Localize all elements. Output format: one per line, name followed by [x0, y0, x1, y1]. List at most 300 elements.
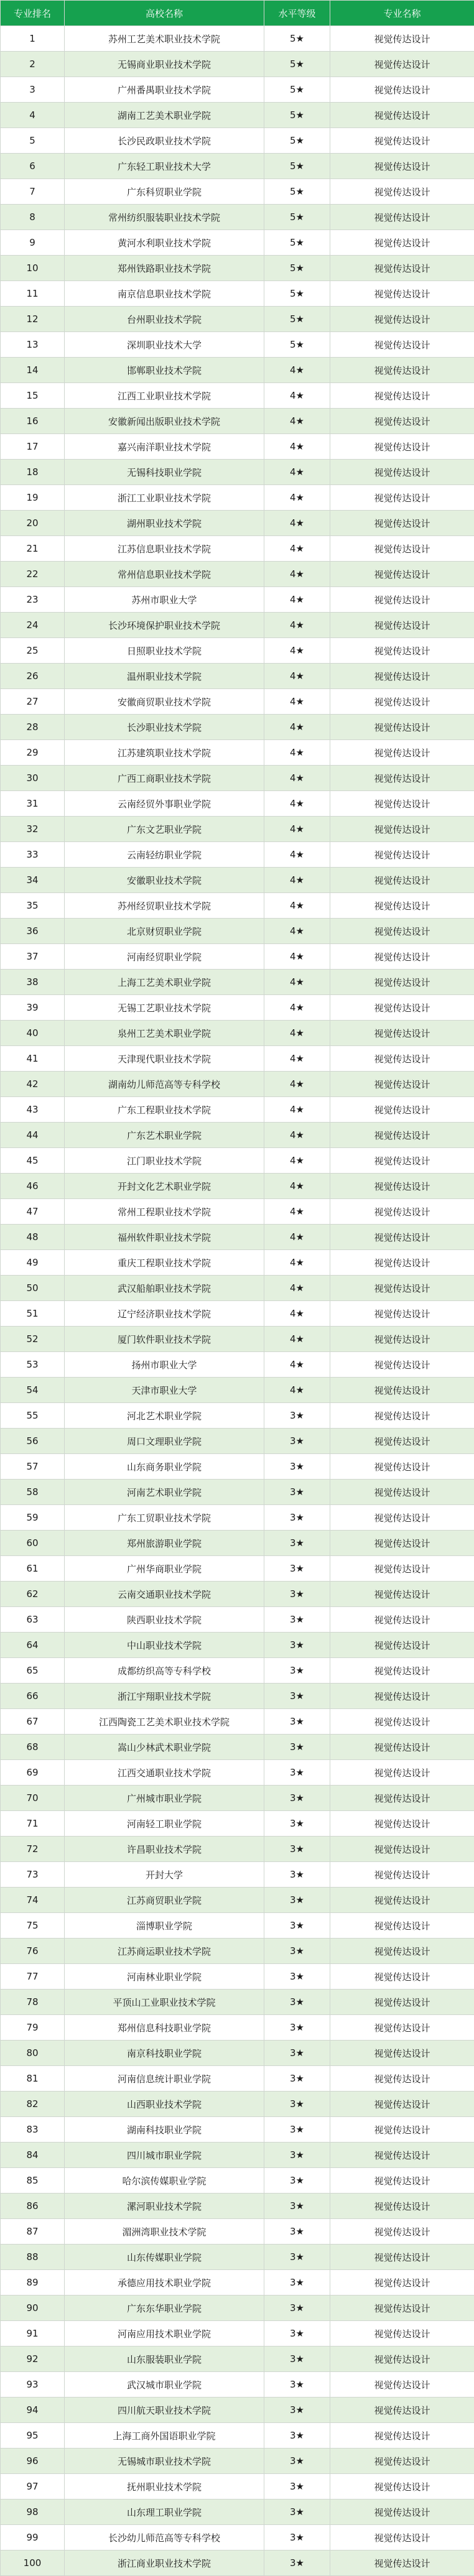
cell-rank: 70 — [1, 1786, 65, 1811]
cell-level: 3★ — [264, 2449, 330, 2474]
cell-rank: 83 — [1, 2117, 65, 2143]
cell-level: 4★ — [264, 358, 330, 383]
cell-level: 4★ — [264, 1250, 330, 1276]
cell-major: 视觉传达设计 — [330, 1301, 474, 1327]
cell-rank: 27 — [1, 689, 65, 715]
table-row — [1, 1939, 474, 1964]
cell-major: 视觉传达设计 — [330, 1709, 474, 1735]
table-row — [1, 2321, 474, 2347]
cell-school: 武汉城市职业学院 — [65, 2372, 264, 2398]
cell-rank: 77 — [1, 1964, 65, 1990]
table-row — [1, 562, 474, 587]
cell-school: 扬州市职业大学 — [65, 1352, 264, 1378]
cell-level: 5★ — [264, 230, 330, 256]
cell-major: 视觉传达设计 — [330, 2525, 474, 2551]
cell-major: 视觉传达设计 — [330, 995, 474, 1021]
cell-school: 安徽新闻出版职业技术学院 — [65, 409, 264, 434]
cell-rank: 90 — [1, 2296, 65, 2321]
cell-major: 视觉传达设计 — [330, 1633, 474, 1658]
cell-rank: 80 — [1, 2041, 65, 2066]
cell-level: 4★ — [264, 970, 330, 995]
cell-major: 视觉传达设计 — [330, 1454, 474, 1480]
cell-school: 嘉兴南洋职业技术学院 — [65, 434, 264, 460]
cell-rank: 56 — [1, 1429, 65, 1454]
cell-major: 视觉传达设计 — [330, 2143, 474, 2168]
cell-school: 淄博职业学院 — [65, 1913, 264, 1939]
table-row — [1, 2398, 474, 2423]
table-row — [1, 2015, 474, 2041]
cell-major: 视觉传达设计 — [330, 1250, 474, 1276]
cell-level: 3★ — [264, 2015, 330, 2041]
cell-school: 云南轻纺职业学院 — [65, 842, 264, 868]
table-row — [1, 154, 474, 179]
cell-major: 视觉传达设计 — [330, 1276, 474, 1301]
cell-school: 浙江工业职业技术学院 — [65, 485, 264, 511]
cell-major: 视觉传达设计 — [330, 1811, 474, 1837]
cell-rank: 66 — [1, 1684, 65, 1709]
cell-rank: 63 — [1, 1607, 65, 1633]
cell-major: 视觉传达设计 — [330, 1148, 474, 1174]
table-row — [1, 2551, 474, 2576]
cell-level: 3★ — [264, 2245, 330, 2270]
table-row — [1, 1531, 474, 1556]
table-row — [1, 1786, 474, 1811]
header-level: 水平等级 — [264, 1, 330, 26]
cell-school: 江苏信息职业技术学院 — [65, 536, 264, 562]
cell-school: 天津现代职业技术学院 — [65, 1046, 264, 1072]
cell-level: 4★ — [264, 791, 330, 817]
cell-level: 3★ — [264, 1403, 330, 1429]
cell-school: 江苏建筑职业技术学院 — [65, 740, 264, 766]
cell-level: 3★ — [264, 2398, 330, 2423]
cell-major: 视觉传达设计 — [330, 944, 474, 970]
cell-level: 3★ — [264, 1505, 330, 1531]
cell-school: 江西交通职业技术学院 — [65, 1760, 264, 1786]
cell-rank: 23 — [1, 587, 65, 613]
cell-rank: 76 — [1, 1939, 65, 1964]
table-row — [1, 485, 474, 511]
table-row — [1, 1556, 474, 1582]
table-row — [1, 383, 474, 409]
cell-rank: 9 — [1, 230, 65, 256]
cell-school: 安徽商贸职业技术学院 — [65, 689, 264, 715]
cell-major: 视觉传达设计 — [330, 103, 474, 128]
cell-school: 河南艺术职业学院 — [65, 1480, 264, 1505]
cell-school: 嵩山少林武术职业学院 — [65, 1735, 264, 1760]
cell-major: 视觉传达设计 — [330, 1097, 474, 1123]
cell-school: 山西职业技术学院 — [65, 2092, 264, 2117]
cell-school: 河南应用技术职业学院 — [65, 2321, 264, 2347]
cell-rank: 98 — [1, 2500, 65, 2525]
cell-level: 3★ — [264, 1607, 330, 1633]
cell-rank: 60 — [1, 1531, 65, 1556]
cell-level: 3★ — [264, 1913, 330, 1939]
cell-school: 云南经贸外事职业学院 — [65, 791, 264, 817]
cell-major: 视觉传达设计 — [330, 587, 474, 613]
table-row — [1, 1862, 474, 1888]
cell-level: 3★ — [264, 1480, 330, 1505]
cell-rank: 73 — [1, 1862, 65, 1888]
cell-major: 视觉传达设计 — [330, 358, 474, 383]
cell-level: 3★ — [264, 1964, 330, 1990]
cell-major: 视觉传达设计 — [330, 2066, 474, 2092]
cell-major: 视觉传达设计 — [330, 1582, 474, 1607]
cell-rank: 43 — [1, 1097, 65, 1123]
cell-rank: 52 — [1, 1327, 65, 1352]
cell-rank: 53 — [1, 1352, 65, 1378]
cell-level: 4★ — [264, 664, 330, 689]
cell-school: 浙江宇翔职业技术学院 — [65, 1684, 264, 1709]
table-row — [1, 307, 474, 332]
cell-major: 视觉传达设计 — [330, 460, 474, 485]
cell-major: 视觉传达设计 — [330, 2270, 474, 2296]
cell-major: 视觉传达设计 — [330, 1123, 474, 1148]
cell-rank: 18 — [1, 460, 65, 485]
cell-rank: 1 — [1, 26, 65, 52]
table-row — [1, 1097, 474, 1123]
cell-level: 5★ — [264, 332, 330, 358]
cell-level: 4★ — [264, 485, 330, 511]
table-row — [1, 1633, 474, 1658]
cell-major: 视觉传达设计 — [330, 893, 474, 919]
cell-major: 视觉传达设计 — [330, 511, 474, 536]
cell-rank: 95 — [1, 2423, 65, 2449]
cell-rank: 16 — [1, 409, 65, 434]
cell-rank: 74 — [1, 1888, 65, 1913]
cell-rank: 11 — [1, 281, 65, 307]
cell-major: 视觉传达设计 — [330, 1021, 474, 1046]
cell-rank: 37 — [1, 944, 65, 970]
cell-major: 视觉传达设计 — [330, 128, 474, 154]
table-row — [1, 1174, 474, 1199]
cell-level: 5★ — [264, 77, 330, 103]
cell-rank: 13 — [1, 332, 65, 358]
cell-school: 山东理工职业学院 — [65, 2500, 264, 2525]
cell-level: 3★ — [264, 2296, 330, 2321]
cell-major: 视觉传达设计 — [330, 817, 474, 842]
cell-school: 浙江商业职业技术学院 — [65, 2551, 264, 2576]
cell-school: 周口文理职业学院 — [65, 1429, 264, 1454]
cell-rank: 35 — [1, 893, 65, 919]
cell-level: 3★ — [264, 2500, 330, 2525]
cell-level: 4★ — [264, 562, 330, 587]
cell-level: 4★ — [264, 1123, 330, 1148]
cell-level: 4★ — [264, 893, 330, 919]
cell-level: 3★ — [264, 2168, 330, 2194]
cell-school: 广州城市职业学院 — [65, 1786, 264, 1811]
cell-major: 视觉传达设计 — [330, 1837, 474, 1862]
cell-school: 漯河职业技术学院 — [65, 2194, 264, 2219]
cell-major: 视觉传达设计 — [330, 485, 474, 511]
cell-major: 视觉传达设计 — [330, 1658, 474, 1684]
cell-level: 4★ — [264, 383, 330, 409]
cell-level: 3★ — [264, 2423, 330, 2449]
cell-major: 视觉传达设计 — [330, 1174, 474, 1199]
table-row — [1, 434, 474, 460]
cell-level: 3★ — [264, 1811, 330, 1837]
header-major: 专业名称 — [330, 1, 474, 26]
cell-major: 视觉传达设计 — [330, 1225, 474, 1250]
header-school: 高校名称 — [65, 1, 264, 26]
cell-major: 视觉传达设计 — [330, 2015, 474, 2041]
cell-school: 长沙幼儿师范高等专科学校 — [65, 2525, 264, 2551]
table-row — [1, 1021, 474, 1046]
cell-rank: 26 — [1, 664, 65, 689]
cell-rank: 34 — [1, 868, 65, 893]
cell-school: 温州职业技术学院 — [65, 664, 264, 689]
cell-rank: 51 — [1, 1301, 65, 1327]
cell-school: 湖南科技职业学院 — [65, 2117, 264, 2143]
table-row — [1, 1429, 474, 1454]
cell-school: 江西工业职业技术学院 — [65, 383, 264, 409]
cell-school: 广东工贸职业技术学院 — [65, 1505, 264, 1531]
cell-level: 4★ — [264, 919, 330, 944]
cell-school: 许昌职业技术学院 — [65, 1837, 264, 1862]
cell-major: 视觉传达设计 — [330, 2551, 474, 2576]
cell-major: 视觉传达设计 — [330, 2449, 474, 2474]
cell-level: 4★ — [264, 1021, 330, 1046]
cell-level: 3★ — [264, 1531, 330, 1556]
cell-level: 5★ — [264, 205, 330, 230]
table-row — [1, 1480, 474, 1505]
table-row — [1, 1199, 474, 1225]
cell-school: 福州软件职业技术学院 — [65, 1225, 264, 1250]
table-row — [1, 1352, 474, 1378]
table-row — [1, 2270, 474, 2296]
table-row — [1, 2168, 474, 2194]
cell-school: 苏州工艺美术职业技术学院 — [65, 26, 264, 52]
table-row — [1, 2347, 474, 2372]
cell-major: 视觉传达设计 — [330, 689, 474, 715]
table-row — [1, 1403, 474, 1429]
cell-major: 视觉传达设计 — [330, 1046, 474, 1072]
table-row — [1, 740, 474, 766]
cell-school: 重庆工程职业技术学院 — [65, 1250, 264, 1276]
table-row — [1, 1990, 474, 2015]
cell-school: 日照职业技术学院 — [65, 638, 264, 664]
cell-level: 4★ — [264, 1199, 330, 1225]
cell-rank: 68 — [1, 1735, 65, 1760]
table-row — [1, 638, 474, 664]
cell-level: 4★ — [264, 1352, 330, 1378]
cell-school: 湄洲湾职业技术学院 — [65, 2219, 264, 2245]
cell-school: 上海工商外国语职业学院 — [65, 2423, 264, 2449]
cell-level: 4★ — [264, 1301, 330, 1327]
table-row — [1, 1148, 474, 1174]
cell-school: 苏州市职业大学 — [65, 587, 264, 613]
cell-school: 成都纺织高等专科学校 — [65, 1658, 264, 1684]
table-row — [1, 460, 474, 485]
cell-rank: 55 — [1, 1403, 65, 1429]
table-row — [1, 256, 474, 281]
cell-level: 3★ — [264, 1862, 330, 1888]
table-header — [1, 1, 474, 26]
cell-level: 3★ — [264, 1888, 330, 1913]
cell-rank: 21 — [1, 536, 65, 562]
table-row — [1, 1964, 474, 1990]
cell-school: 山东商务职业学院 — [65, 1454, 264, 1480]
cell-level: 3★ — [264, 1429, 330, 1454]
cell-rank: 88 — [1, 2245, 65, 2270]
cell-rank: 69 — [1, 1760, 65, 1786]
cell-major: 视觉传达设计 — [330, 2219, 474, 2245]
cell-major: 视觉传达设计 — [330, 1352, 474, 1378]
cell-rank: 25 — [1, 638, 65, 664]
cell-level: 4★ — [264, 1276, 330, 1301]
cell-major: 视觉传达设计 — [330, 1429, 474, 1454]
cell-major: 视觉传达设计 — [330, 562, 474, 587]
cell-rank: 85 — [1, 2168, 65, 2194]
cell-school: 邯郸职业技术学院 — [65, 358, 264, 383]
cell-rank: 14 — [1, 358, 65, 383]
table-row — [1, 409, 474, 434]
cell-school: 苏州经贸职业技术学院 — [65, 893, 264, 919]
cell-major: 视觉传达设计 — [330, 1990, 474, 2015]
cell-major: 视觉传达设计 — [330, 52, 474, 77]
cell-rank: 6 — [1, 154, 65, 179]
cell-level: 4★ — [264, 1046, 330, 1072]
table-row — [1, 1913, 474, 1939]
cell-rank: 82 — [1, 2092, 65, 2117]
cell-level: 4★ — [264, 1072, 330, 1097]
cell-level: 4★ — [264, 1097, 330, 1123]
cell-major: 视觉传达设计 — [330, 434, 474, 460]
cell-level: 4★ — [264, 1174, 330, 1199]
cell-school: 河南经贸职业学院 — [65, 944, 264, 970]
cell-major: 视觉传达设计 — [330, 205, 474, 230]
table-row — [1, 1735, 474, 1760]
cell-level: 3★ — [264, 2066, 330, 2092]
cell-level: 4★ — [264, 536, 330, 562]
table-row — [1, 2092, 474, 2117]
table-row — [1, 77, 474, 103]
table-row — [1, 2245, 474, 2270]
cell-rank: 19 — [1, 485, 65, 511]
cell-major: 视觉传达设计 — [330, 307, 474, 332]
cell-level: 3★ — [264, 1837, 330, 1862]
cell-school: 广东艺术职业学院 — [65, 1123, 264, 1148]
cell-major: 视觉传达设计 — [330, 715, 474, 740]
cell-major: 视觉传达设计 — [330, 26, 474, 52]
cell-rank: 71 — [1, 1811, 65, 1837]
cell-major: 视觉传达设计 — [330, 2117, 474, 2143]
cell-level: 4★ — [264, 1225, 330, 1250]
table-row — [1, 1301, 474, 1327]
cell-school: 北京财贸职业学院 — [65, 919, 264, 944]
table-row — [1, 1607, 474, 1633]
cell-level: 4★ — [264, 944, 330, 970]
cell-major: 视觉传达设计 — [330, 970, 474, 995]
cell-school: 上海工艺美术职业学院 — [65, 970, 264, 995]
cell-school: 云南交通职业技术学院 — [65, 1582, 264, 1607]
cell-rank: 8 — [1, 205, 65, 230]
table-row — [1, 995, 474, 1021]
cell-school: 郑州铁路职业技术学院 — [65, 256, 264, 281]
table-row — [1, 1327, 474, 1352]
cell-major: 视觉传达设计 — [330, 281, 474, 307]
cell-major: 视觉传达设计 — [330, 842, 474, 868]
cell-major: 视觉传达设计 — [330, 638, 474, 664]
cell-school: 常州纺织服装职业技术学院 — [65, 205, 264, 230]
cell-rank: 39 — [1, 995, 65, 1021]
cell-major: 视觉传达设计 — [330, 1072, 474, 1097]
cell-rank: 78 — [1, 1990, 65, 2015]
cell-major: 视觉传达设计 — [330, 1607, 474, 1633]
cell-major: 视觉传达设计 — [330, 2347, 474, 2372]
cell-rank: 15 — [1, 383, 65, 409]
table-row — [1, 52, 474, 77]
table-row — [1, 2194, 474, 2219]
cell-major: 视觉传达设计 — [330, 2245, 474, 2270]
cell-school: 中山职业技术学院 — [65, 1633, 264, 1658]
cell-school: 台州职业技术学院 — [65, 307, 264, 332]
cell-rank: 7 — [1, 179, 65, 205]
cell-rank: 36 — [1, 919, 65, 944]
cell-major: 视觉传达设计 — [330, 1760, 474, 1786]
cell-level: 3★ — [264, 1990, 330, 2015]
cell-school: 天津市职业大学 — [65, 1378, 264, 1403]
table-row — [1, 1276, 474, 1301]
cell-rank: 81 — [1, 2066, 65, 2092]
cell-rank: 57 — [1, 1454, 65, 1480]
cell-school: 郑州信息科技职业学院 — [65, 2015, 264, 2041]
cell-school: 湖南幼儿师范高等专科学校 — [65, 1072, 264, 1097]
cell-major: 视觉传达设计 — [330, 1786, 474, 1811]
cell-level: 4★ — [264, 511, 330, 536]
cell-level: 3★ — [264, 2041, 330, 2066]
cell-major: 视觉传达设计 — [330, 1403, 474, 1429]
cell-rank: 49 — [1, 1250, 65, 1276]
table-row — [1, 791, 474, 817]
cell-school: 无锡科技职业学院 — [65, 460, 264, 485]
cell-school: 南京信息职业技术学院 — [65, 281, 264, 307]
cell-school: 泉州工艺美术职业学院 — [65, 1021, 264, 1046]
cell-school: 江西陶瓷工艺美术职业技术学院 — [65, 1709, 264, 1735]
cell-rank: 96 — [1, 2449, 65, 2474]
table-row — [1, 2219, 474, 2245]
cell-major: 视觉传达设计 — [330, 536, 474, 562]
cell-major: 视觉传达设计 — [330, 740, 474, 766]
cell-rank: 29 — [1, 740, 65, 766]
cell-major: 视觉传达设计 — [330, 2041, 474, 2066]
cell-level: 5★ — [264, 307, 330, 332]
cell-school: 哈尔滨传媒职业学院 — [65, 2168, 264, 2194]
cell-major: 视觉传达设计 — [330, 1735, 474, 1760]
cell-level: 3★ — [264, 2117, 330, 2143]
table-row — [1, 358, 474, 383]
cell-major: 视觉传达设计 — [330, 1480, 474, 1505]
table-row — [1, 1837, 474, 1862]
cell-rank: 33 — [1, 842, 65, 868]
cell-major: 视觉传达设计 — [330, 2194, 474, 2219]
cell-school: 山东服装职业学院 — [65, 2347, 264, 2372]
cell-major: 视觉传达设计 — [330, 2500, 474, 2525]
table-row — [1, 970, 474, 995]
cell-rank: 67 — [1, 1709, 65, 1735]
table-row — [1, 1250, 474, 1276]
cell-rank: 38 — [1, 970, 65, 995]
cell-rank: 87 — [1, 2219, 65, 2245]
table-row — [1, 664, 474, 689]
cell-major: 视觉传达设计 — [330, 1327, 474, 1352]
cell-major: 视觉传达设计 — [330, 2423, 474, 2449]
cell-major: 视觉传达设计 — [330, 2321, 474, 2347]
table-row — [1, 2143, 474, 2168]
table-row — [1, 868, 474, 893]
cell-rank: 100 — [1, 2551, 65, 2576]
cell-rank: 54 — [1, 1378, 65, 1403]
cell-level: 3★ — [264, 1939, 330, 1964]
